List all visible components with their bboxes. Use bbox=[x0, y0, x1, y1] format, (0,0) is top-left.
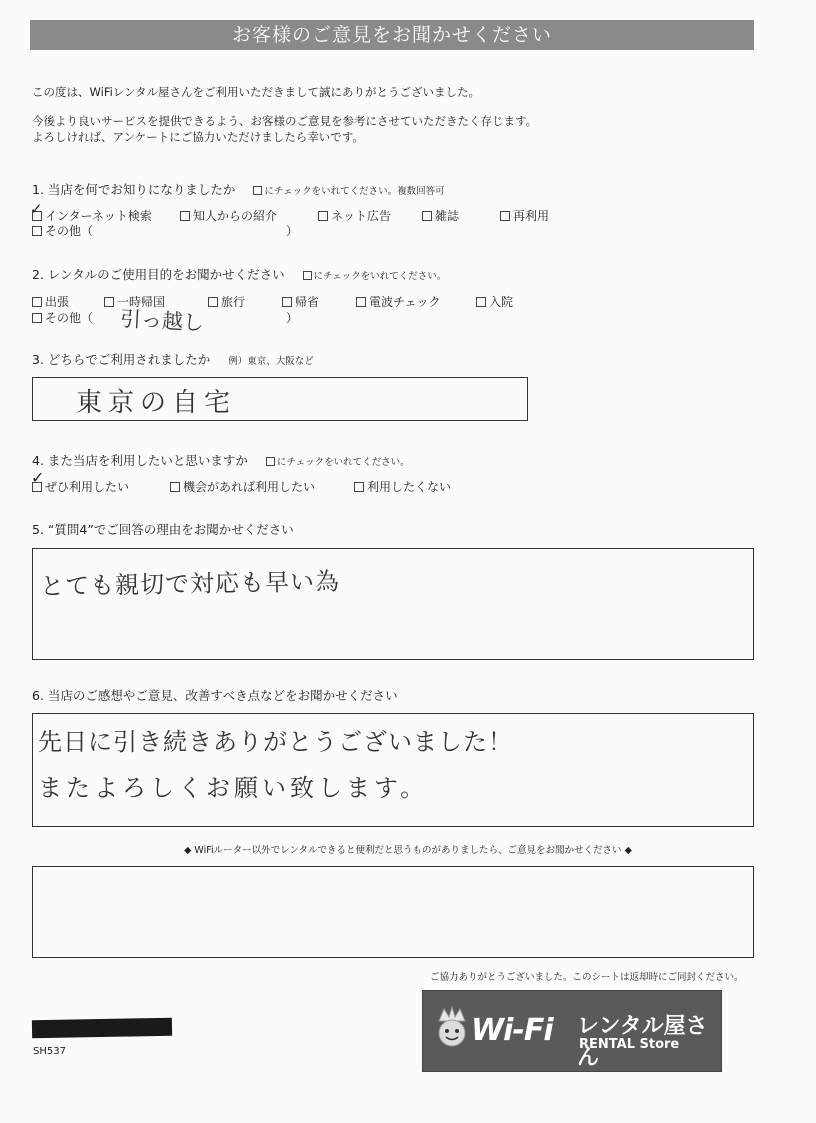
q2-option-label: 出張 bbox=[45, 295, 70, 309]
q1-other-label: その他（ bbox=[45, 224, 94, 238]
checkbox-icon[interactable] bbox=[104, 297, 114, 307]
q2-option-other[interactable] bbox=[32, 309, 93, 326]
checkbox-icon[interactable] bbox=[356, 297, 366, 307]
checkbox-icon bbox=[266, 457, 275, 466]
q2-option-label: 旅行 bbox=[221, 295, 246, 309]
q1-other-close: ） bbox=[286, 224, 299, 238]
checkbox-icon bbox=[303, 271, 312, 280]
q5-title: 5. “質問4”でご回答の理由をお聞かせください bbox=[32, 522, 294, 537]
q5-answer-handwritten: とても親切で対応も早い為 bbox=[39, 567, 341, 601]
q3-title-text: 3. どちらでご利用されましたか bbox=[32, 352, 211, 367]
q1-option-referral[interactable] bbox=[180, 207, 277, 224]
q2-option-label: 入院 bbox=[489, 295, 514, 309]
wifi-rental-logo bbox=[422, 990, 722, 1072]
checkbox-icon bbox=[253, 186, 262, 195]
q1-option-ad[interactable] bbox=[318, 207, 391, 224]
q4-option-label: 機会があれば利用したい bbox=[183, 480, 316, 494]
checkbox-icon[interactable] bbox=[180, 211, 190, 221]
q7-title: ◆ WiFiルーター以外でレンタルできると便利だと思うものがありましたら、ご意見をお聞かせください ◆ bbox=[184, 845, 632, 856]
q1-option-other[interactable] bbox=[32, 222, 93, 239]
q1-option-label: ネット広告 bbox=[331, 209, 392, 223]
q4-option-no[interactable] bbox=[354, 478, 451, 495]
q2-option-business[interactable] bbox=[32, 293, 69, 310]
logo-wifi-text: Wi-Fi bbox=[471, 1013, 553, 1048]
logo-en-text: RENTAL Store bbox=[579, 1037, 680, 1052]
q1-option-magazine[interactable] bbox=[422, 207, 459, 224]
q2-note-text: にチェックをいれてください。 bbox=[313, 271, 447, 282]
q2-option-travel[interactable] bbox=[208, 293, 245, 310]
q1-note-text: にチェックをいれてください。複数回答可 bbox=[264, 186, 445, 197]
q4-title bbox=[32, 451, 410, 469]
q4-option-maybe[interactable] bbox=[170, 478, 315, 495]
checkmark-icon: ✓ bbox=[31, 468, 45, 487]
q2-other-label: その他（ bbox=[45, 311, 94, 325]
q3-answer-handwritten: 東京の自宅 bbox=[76, 388, 237, 418]
redacted-serial bbox=[32, 1018, 172, 1038]
checkbox-icon[interactable] bbox=[32, 297, 42, 307]
q2-option-hospital[interactable] bbox=[476, 293, 513, 310]
q1-option-reuse[interactable] bbox=[500, 207, 549, 224]
checkbox-icon[interactable] bbox=[208, 297, 218, 307]
q2-option-signal-check[interactable] bbox=[356, 293, 441, 310]
q2-option-label: 帰省 bbox=[295, 295, 320, 309]
logo-jp-text: レンタル屋さん bbox=[577, 1014, 708, 1070]
checkbox-icon[interactable] bbox=[476, 297, 486, 307]
intro-line-2: 今後より良いサービスを提供できるよう、お客様のご意見を参考にさせていただきたく存じます。 bbox=[32, 114, 538, 128]
q7-answer-box[interactable] bbox=[32, 866, 754, 958]
q1-option-label: 再利用 bbox=[513, 209, 550, 223]
q4-note-text: にチェックをいれてください。 bbox=[276, 457, 410, 468]
q6-answer-line-1: 先日に引き続きありがとうございました！ bbox=[38, 728, 513, 756]
checkmark-icon: ✓ bbox=[30, 200, 43, 218]
mascot-crown-icon bbox=[435, 1005, 469, 1049]
q1-option-label: インターネット検索 bbox=[45, 209, 152, 223]
q1-note bbox=[253, 186, 444, 197]
q4-title-text: 4. また当店を利用したいと思いますか bbox=[32, 453, 248, 468]
footer-thanks: ご協力ありがとうございました。このシートは返却時にご同封ください。 bbox=[430, 972, 744, 983]
checkbox-icon[interactable] bbox=[32, 226, 42, 236]
q2-title-text: 2. レンタルのご使用目的をお聞かせください bbox=[32, 267, 285, 282]
intro-line-1: この度は、WiFiレンタル屋さんをご利用いただきまして誠にありがとうございました。 bbox=[32, 85, 481, 99]
checkbox-icon[interactable] bbox=[170, 482, 180, 492]
q2-note bbox=[303, 271, 447, 282]
q6-answer-line-2: またよろしくお願い致します。 bbox=[38, 774, 429, 802]
form-code: SH537 bbox=[33, 1046, 66, 1057]
q6-title: 6. 当店のご感想やご意見、改善すべき点などをお聞かせください bbox=[32, 688, 398, 703]
checkbox-icon[interactable] bbox=[354, 482, 364, 492]
q2-option-label: 一時帰国 bbox=[117, 295, 166, 309]
checkbox-icon[interactable] bbox=[32, 313, 42, 323]
intro-line-3: よろしければ、アンケートにご協力いただけましたら幸いです。 bbox=[32, 130, 364, 144]
checkbox-icon[interactable] bbox=[422, 211, 432, 221]
q3-title bbox=[32, 350, 314, 368]
q4-option-label: 利用したくない bbox=[367, 480, 452, 494]
q2-option-homecoming[interactable] bbox=[282, 293, 319, 310]
q1-option-label: 知人からの紹介 bbox=[193, 209, 278, 223]
q4-note bbox=[266, 457, 410, 468]
q2-option-label: 電波チェック bbox=[369, 295, 441, 309]
q4-option-definitely[interactable] bbox=[32, 478, 129, 495]
q3-example: 例）東京、大阪など bbox=[228, 356, 314, 367]
q1-option-label: 雑誌 bbox=[435, 209, 460, 223]
q4-option-label: ぜひ利用したい bbox=[45, 480, 130, 494]
form-header: お客様のご意見をお聞かせください bbox=[30, 20, 754, 50]
q2-other-handwritten: 引っ越し bbox=[119, 306, 205, 336]
q2-other-close: ） bbox=[286, 311, 299, 325]
q1-title-text: 1. 当店を何でお知りになりましたか bbox=[32, 182, 236, 197]
checkbox-icon[interactable] bbox=[282, 297, 292, 307]
q2-title bbox=[32, 265, 446, 283]
q1-title bbox=[32, 180, 445, 198]
checkbox-icon[interactable] bbox=[500, 211, 510, 221]
checkbox-icon[interactable] bbox=[318, 211, 328, 221]
